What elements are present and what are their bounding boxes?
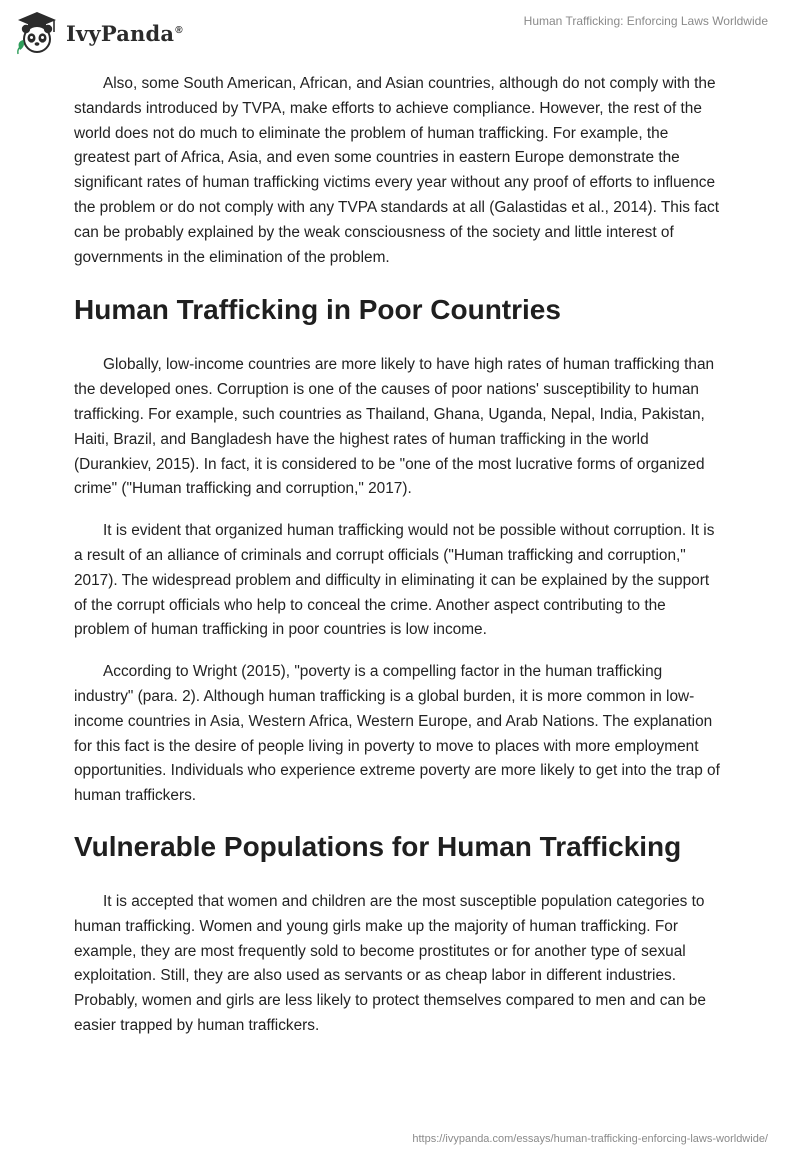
- section-heading: Human Trafficking in Poor Countries: [74, 294, 561, 326]
- brand-logo[interactable]: [14, 10, 183, 56]
- essay-content: [74, 72, 724, 1039]
- section-heading: Vulnerable Populations for Human Trafficking: [74, 830, 682, 862]
- registered-mark: ®: [175, 24, 183, 36]
- source-url[interactable]: https://ivypanda.com/essays/human-trafficking-enforcing-laws-worldwide/: [412, 1133, 768, 1145]
- panda-graduate-icon: [14, 10, 60, 56]
- page-header: [0, 0, 800, 64]
- paragraph: It is accepted that women and children are the most susceptible population categories to human trafficking. Women and young girls make up the majority of human trafficking. For example, they are most frequently sold to become prostitutes or for another type of sexual exploitation. Still, they are also used as servants or as cheap labor in different industries. Probably, women and girls are less likely to protect themselves compared to men and can be easier trapped by human traffickers.: [74, 892, 706, 1034]
- paragraph: Globally, low-income countries are more likely to have high rates of human trafficking than the developed ones. Corruption is one of the causes of poor nations' susceptibility to human trafficking. For example, such countries as Thailand, Ghana, Uganda, Nepal, India, Pakistan, Haiti, Brazil, and Bangladesh have the highest rates of human trafficking in the world (Durankiev, 2015). In fact, it is considered to be "one of the most lucrative forms of organized crime" ("Human trafficking and corruption," 2017).: [74, 356, 715, 498]
- paragraph: It is evident that organized human trafficking would not be possible without corruption. It is a result of an alliance of criminals and corrupt officials ("Human trafficking and corruption," 2017). The widespread problem and difficulty in eliminating it can be explained by the support of the corrupt officials who help to conceal the crime. Another aspect contributing to the problem of human trafficking in poor countries is low income.: [74, 522, 715, 639]
- paragraph: Also, some South American, African, and Asian countries, although do not comply with the standards introduced by TVPA, make efforts to achieve compliance. However, the rest of the world does not do much to eliminate the problem of human trafficking. For example, the greatest part of Africa, Asia, and even some countries in eastern Europe demonstrate the significant rates of human trafficking victims every year without any proof of efforts to influence the problem or do not comply with any TVPA standards at all (Galastidas et al., 2014). This fact can be probably explained by the weak consciousness of the society and little interest of governments in the elimination of the problem.: [74, 75, 720, 266]
- document-title: Human Trafficking: Enforcing Laws Worldwide: [523, 14, 768, 28]
- paragraph: According to Wright (2015), "poverty is a compelling factor in the human trafficking industry" (para. 2). Although human trafficking is a global burden, it is more common in low-income countries in Asia, Western Africa, Western Europe, and Arab Nations. The explanation for this fact is the desire of people living in poverty to move to places with more employment opportunities. Individuals who experience extreme poverty are more likely to get into the trap of human traffickers.: [74, 663, 720, 805]
- brand-name: IvyPanda®: [66, 20, 183, 46]
